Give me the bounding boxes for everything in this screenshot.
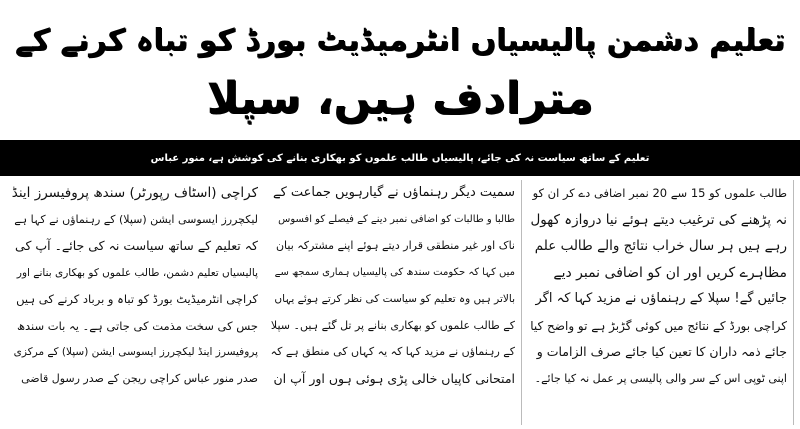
article-line: مظاہرے کریں اور ان کو اضافی نمبر دیے — [553, 264, 787, 281]
article-line: سمیت دیگر رہنماؤں نے گیارہویں جماعت کے — [272, 185, 515, 200]
article-line: طالب علموں کو 15 سے 20 نمبر اضافی دے کر ان کو — [532, 186, 787, 200]
article-line: طالبا و طالبات کو اضافی نمبر دینے کے فیصلے کو افسوس — [278, 213, 515, 225]
article-line: میں کہا کہ حکومت سندھ کی پالیسیاں ہماری سمجھ سے — [274, 266, 515, 278]
subheadline-bar: تعلیم کے ساتھ سیاست نہ کی جائے، پالیسیاں طالب علموں کو بھکاری بنانے کی کوشش ہے، منور عباس — [0, 140, 800, 176]
article-line: جس کی سخت مذمت کی جاتی ہے۔ یہ بات سندھ — [16, 318, 258, 333]
article-line: صدر منور عباس کراچی ریجن کے صدر رسول قاضی — [21, 371, 258, 385]
article-line: پروفیسرز اینڈ لیکچررز ایسوسی ایشن (سپلا) کے مرکزی — [13, 346, 258, 358]
article-column-2 — [264, 180, 522, 425]
article-line: کراچی (اسٹاف رپورٹر) سندھ پروفیسرز اینڈ — [12, 185, 258, 201]
article-column-1 — [6, 180, 264, 425]
article-column-3 — [522, 180, 794, 425]
headline-line-2: مترادف ہیں، سپلا — [206, 73, 594, 124]
article-line: کے رہنماؤں نے مزید کہا کہ یہ کہاں کی منطق ہے کہ — [270, 345, 515, 358]
article-line: امتحانی کاپیاں خالی پڑی ہوئی ہوں اور آپ ان — [273, 370, 515, 386]
article-line: کے طالب علموں کو بھکاری بنانے پر تل گئے ہیں۔ سپلا — [270, 318, 515, 332]
article-line: کراچی بورڈ کے نتائج میں کوئی گڑبڑ ہے تو واضح کیا — [530, 318, 787, 333]
article-body — [6, 180, 794, 425]
article-line: لیکچررز ایسوسی ایشن (سپلا) کے رہنماؤں نے کہا ہے — [14, 212, 258, 226]
article-line: ناک اور غیر منطقی قرار دیتے ہوئے اپنے مشترکہ بیان — [275, 239, 515, 252]
headline-line-1: تعلیم دشمن پالیسیاں انٹرمیڈیٹ بورڈ کو تباہ کرنے کے — [14, 23, 786, 58]
article-line: بالاتر ہیں وہ تعلیم کو سیاست کی نظر کرتے ہوئے یہاں — [274, 293, 515, 305]
article-line: کراچی انٹرمیڈیٹ بورڈ کو تباہ و برباد کرنے کی ہیں — [16, 292, 258, 306]
article-line: نہ پڑھنے کی ترغیب دیتے ہوئے نیا دروازہ کھول — [530, 211, 787, 228]
article-line: رہے ہیں ہر سال خراب نتائج والے طالب علم — [534, 238, 787, 254]
headline — [0, 0, 800, 140]
article-line: اپنی ٹوپی اس کے سر والی پالیسی پر عمل نہ کیا جائے۔ — [534, 371, 787, 385]
article-line: پالیسیاں تعلیم دشمن، طالب علموں کو بھکاری بنانے اور — [16, 266, 258, 279]
article-line: جائیں گے! سپلا کے رہنماؤں نے مزید کہا کہ اگر — [535, 291, 787, 306]
article-line: کہ تعلیم کے ساتھ سیاست نہ کی جائے۔ آپ کی — [15, 238, 258, 253]
article-line: جائے ذمہ داران کا تعین کیا جائے صرف الزامات و — [536, 344, 787, 359]
